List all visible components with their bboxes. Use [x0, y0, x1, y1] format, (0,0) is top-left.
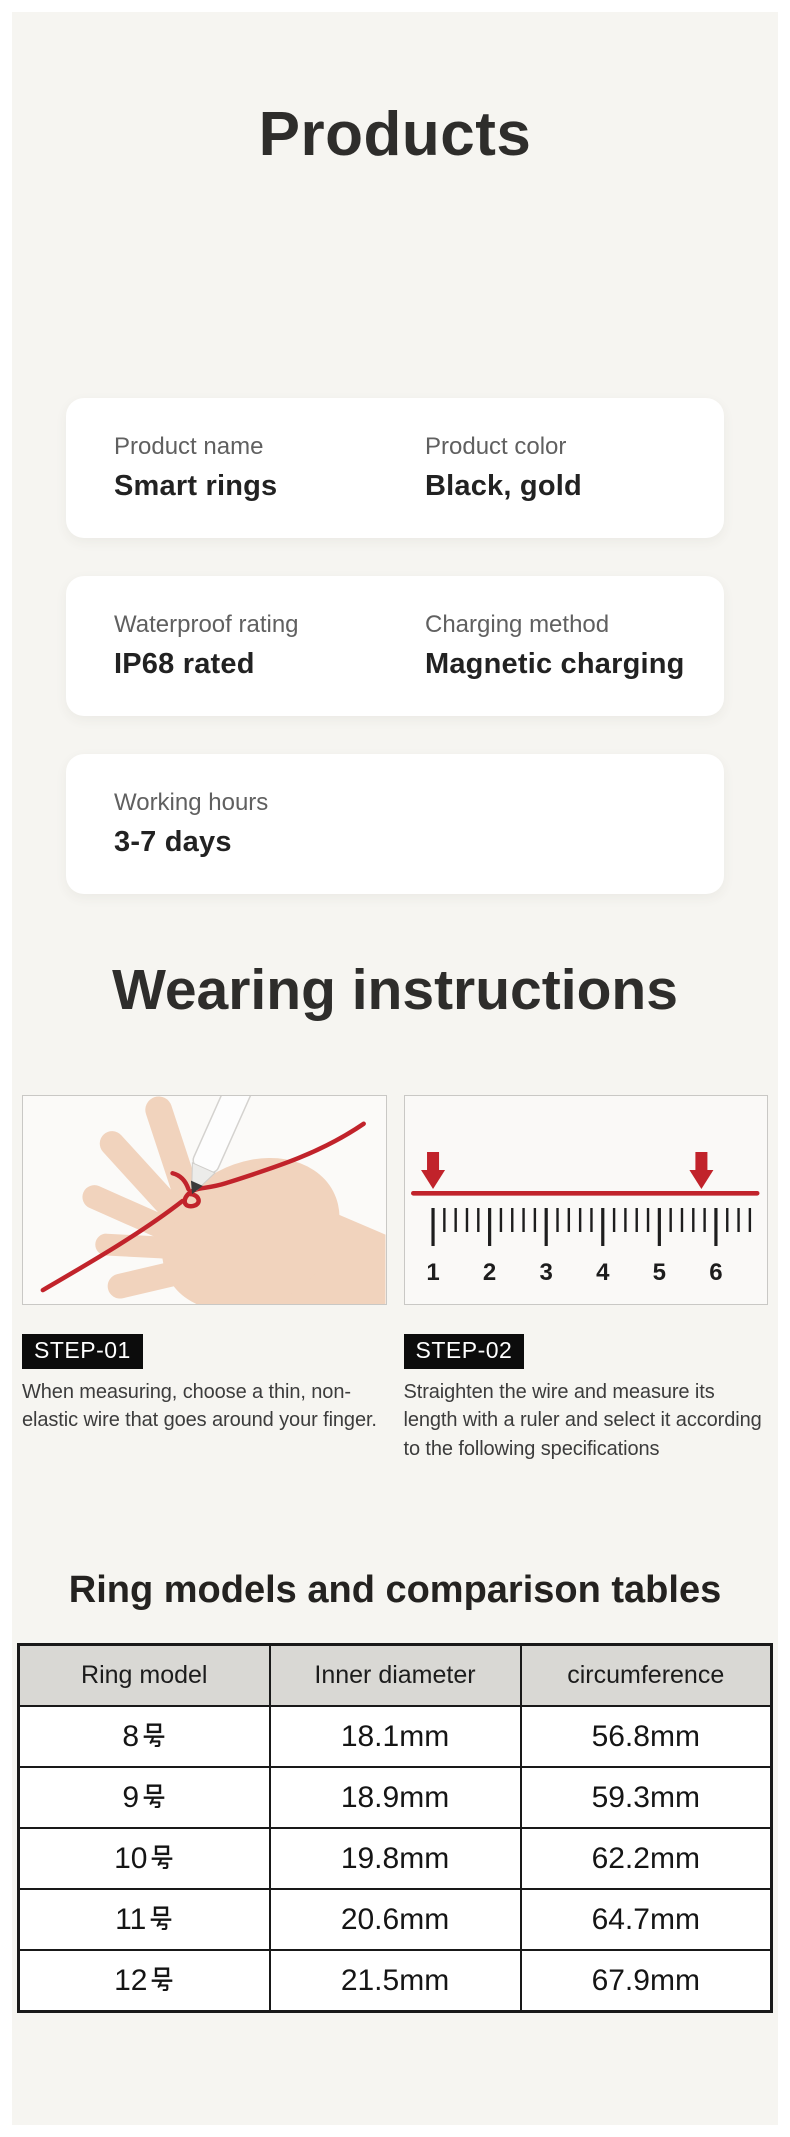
ruler-number: 1 [425, 1258, 440, 1286]
ruler-number: 2 [482, 1258, 496, 1286]
size-table-head [19, 1645, 772, 1707]
field-label: Product name [114, 433, 264, 461]
circumference-cell: 64.7mm [521, 1889, 772, 1950]
size-table-body [19, 1706, 772, 2012]
ruler-number: 5 [652, 1258, 666, 1286]
ring-model-cell: 11 [19, 1889, 270, 1950]
hao-character-glyph [142, 1784, 166, 1808]
step-illustrations [12, 1095, 778, 1305]
ring-model-cell: 12 [19, 1950, 270, 2012]
page-title: Products [258, 100, 532, 169]
hand-wire-pen-drawing [23, 1096, 386, 1304]
hao-character-glyph [149, 1906, 173, 1930]
ruler-drawing [405, 1096, 768, 1304]
spec-field-charging [425, 611, 685, 681]
field-label: Product color [425, 433, 567, 461]
step2-badge: STEP-02 [404, 1334, 525, 1369]
field-value: Magnetic charging [425, 648, 685, 681]
inner-diameter-cell: 19.8mm [270, 1828, 521, 1889]
circumference-cell: 56.8mm [521, 1706, 772, 1767]
step2-ruler-illustration [404, 1095, 769, 1305]
size-column-header: circumference [521, 1645, 772, 1707]
ruler-number: 4 [595, 1258, 609, 1286]
hao-character-glyph [150, 1845, 174, 1869]
field-value: Smart rings [114, 470, 278, 503]
inner-diameter-cell: 21.5mm [270, 1950, 521, 2012]
step2-caption [404, 1334, 769, 1464]
ring-size-table [17, 1643, 773, 2013]
field-label: Working hours [114, 789, 269, 817]
inner-diameter-cell: 18.9mm [270, 1767, 521, 1828]
spec-card-waterproof-charging [66, 576, 724, 716]
step-captions [12, 1334, 778, 1464]
ring-model-cell: 9 [19, 1767, 270, 1828]
field-value: 3-7 days [114, 826, 232, 859]
ruler-number: 3 [539, 1258, 553, 1286]
ring-model-cell: 8 [19, 1706, 270, 1767]
step2-description: Straighten the wire and measure its length with a ruler and select it according to the following specifications [403, 1380, 762, 1460]
inner-diameter-cell: 18.1mm [270, 1706, 521, 1767]
spec-field-product-color [425, 433, 582, 503]
circumference-cell: 62.2mm [521, 1828, 772, 1889]
step1-caption [22, 1334, 387, 1464]
field-label: Waterproof rating [114, 611, 299, 639]
field-value: IP68 rated [114, 648, 255, 681]
size-row [19, 1706, 772, 1767]
spec-card-name-color [66, 398, 724, 538]
size-column-header: Ring model [19, 1645, 270, 1707]
ruler-number: 6 [708, 1258, 723, 1286]
straightened-wire [411, 1191, 759, 1196]
spec-field-waterproof [114, 611, 425, 681]
hao-character-glyph [142, 1723, 166, 1747]
ring-model-cell: 10 [19, 1828, 270, 1889]
spec-field-product-name [114, 433, 425, 503]
wearing-instructions-title: Wearing instructions [112, 958, 678, 1023]
circumference-cell: 67.9mm [521, 1950, 772, 2012]
size-row [19, 1767, 772, 1828]
circumference-cell: 59.3mm [521, 1767, 772, 1828]
size-table-title: Ring models and comparison tables [68, 1568, 722, 1611]
hao-character-glyph [150, 1967, 174, 1991]
field-label: Charging method [425, 611, 610, 639]
inner-diameter-cell: 20.6mm [270, 1889, 521, 1950]
spec-cards [12, 398, 778, 894]
step1-hand-illustration [22, 1095, 387, 1305]
spec-card-working-hours [66, 754, 724, 894]
step1-description: When measuring, choose a thin, non-elastic wire that goes around your finger. [22, 1380, 377, 1432]
size-row [19, 1889, 772, 1950]
size-row [19, 1950, 772, 2012]
step1-badge: STEP-01 [22, 1334, 143, 1369]
field-value: Black, gold [425, 470, 582, 503]
size-row [19, 1828, 772, 1889]
spec-field-working-hours [114, 789, 425, 859]
size-table-header-row [19, 1645, 772, 1707]
size-column-header: Inner diameter [270, 1645, 521, 1707]
